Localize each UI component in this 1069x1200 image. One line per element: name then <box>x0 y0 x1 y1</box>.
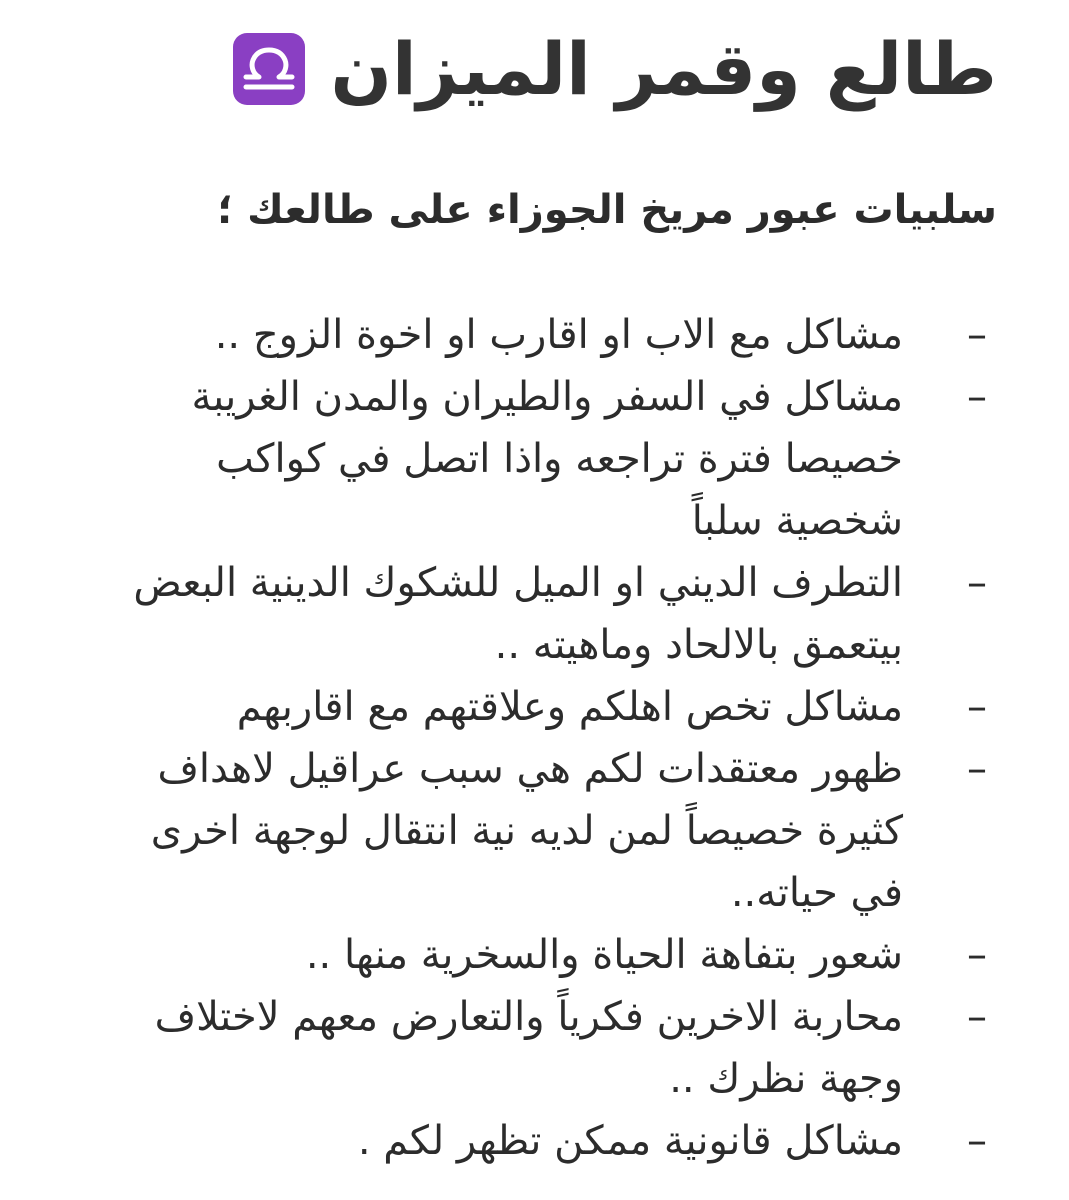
list-item-text-line: ظهور معتقدات لكم هي سبب عراقيل لاهداف <box>157 746 903 792</box>
list-bullet-dash: – <box>967 684 987 730</box>
list-item <box>67 676 997 738</box>
list-item-text-line: شعور بتفاهة الحياة والسخرية منها .. <box>305 932 903 978</box>
list-item-text-line: خصيصا فترة تراجعه واذا اتصل في كواكب <box>216 436 903 482</box>
list-bullet-dash: – <box>967 560 987 606</box>
list-item-text-line: بيتعمق بالالحاد وماهيته .. <box>494 622 903 668</box>
list-item-text-line: شخصية سلباً <box>691 498 903 544</box>
list-bullet-dash: – <box>967 312 987 358</box>
list-item-text-line: في حياته.. <box>730 870 903 916</box>
list-item-text-line: محاربة الاخرين فكرياً والتعارض معهم لاختلاف <box>154 994 903 1040</box>
list-bullet-dash: – <box>967 374 987 420</box>
list-bullet-dash: – <box>967 994 987 1040</box>
list-item <box>67 1110 997 1172</box>
list-item <box>67 924 997 986</box>
list-item <box>67 366 997 552</box>
list-item <box>67 552 997 676</box>
list-item-text-line: مشاكل قانونية ممكن تظهر لكم . <box>357 1118 903 1164</box>
list-item-text-line: مشاكل تخص اهلكم وعلاقتهم مع اقاربهم <box>236 684 903 730</box>
section-subheading: سلبيات عبور مريخ الجوزاء على طالعك ؛ <box>217 187 997 233</box>
list-item-text-line: مشاكل مع الاب او اقارب او اخوة الزوج .. <box>214 312 903 358</box>
list-item <box>67 304 997 366</box>
negatives-list <box>67 304 997 1172</box>
list-item-text-line: وجهة نظرك .. <box>669 1056 903 1102</box>
list-item <box>67 738 997 924</box>
page-title: طالع وقمر الميزان <box>330 27 997 111</box>
list-item <box>67 986 997 1110</box>
list-item-text-line: التطرف الديني او الميل للشكوك الدينية البعض <box>133 560 903 606</box>
libra-symbol-glyph <box>242 47 296 91</box>
title-row <box>233 14 997 124</box>
list-item-text-line: مشاكل في السفر والطيران والمدن الغريبة <box>191 374 903 420</box>
list-bullet-dash: – <box>967 932 987 978</box>
list-bullet-dash: – <box>967 1118 987 1164</box>
libra-zodiac-icon <box>233 33 305 105</box>
list-item-text-line: كثيرة خصيصاً لمن لديه نية انتقال لوجهة اخرى <box>150 808 903 854</box>
list-bullet-dash: – <box>967 746 987 792</box>
